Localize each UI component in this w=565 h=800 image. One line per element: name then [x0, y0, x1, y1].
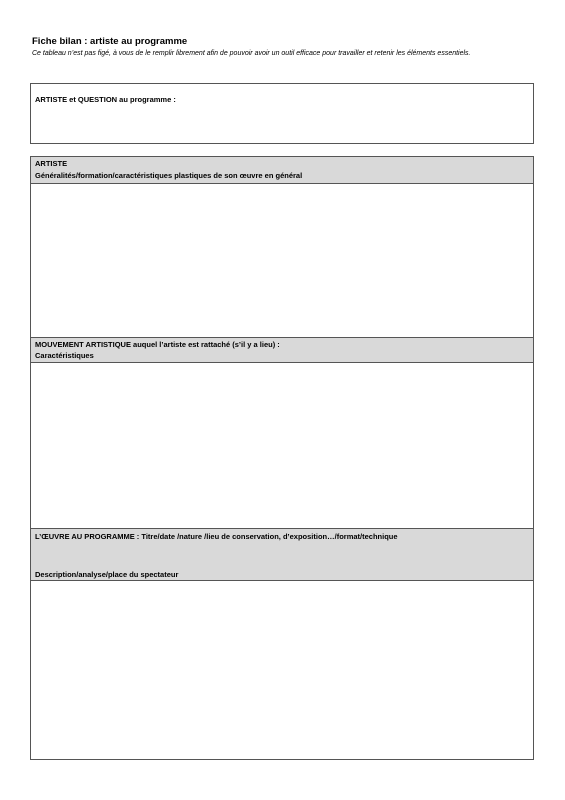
- bilan-table: [30, 156, 534, 760]
- section-header-line2: Description/analyse/place du spectateur: [35, 570, 179, 579]
- artist-question-label: ARTISTE et QUESTION au programme :: [35, 95, 176, 104]
- section-header-line2: Généralités/formation/caractéristiques plastiques de son œuvre en général: [35, 171, 303, 180]
- section-header-line1: L’ŒUVRE AU PROGRAMME : Titre/date /nature /lieu de conservation, d’exposition…/format/technique: [35, 532, 398, 541]
- section-header-mouvement: [31, 338, 533, 363]
- artist-question-box[interactable]: [30, 83, 534, 144]
- section-body-artiste[interactable]: [31, 184, 533, 338]
- section-body-oeuvre[interactable]: [31, 581, 533, 759]
- section-header-line1: MOUVEMENT ARTISTIQUE auquel l’artiste est rattaché (s’il y a lieu) :: [35, 340, 280, 349]
- section-header-line2: Caractéristiques: [35, 351, 94, 360]
- page-subtitle: Ce tableau n’est pas figé, à vous de le remplir librement afin de pouvoir avoir un outil efficace pour travailler et retenir les éléments essentiels.: [32, 50, 471, 57]
- section-header-artiste: [31, 157, 533, 184]
- section-body-mouvement[interactable]: [31, 363, 533, 529]
- page-title: Fiche bilan : artiste au programme: [32, 36, 188, 47]
- section-header-line1: ARTISTE: [35, 159, 68, 168]
- section-header-oeuvre: [31, 529, 533, 581]
